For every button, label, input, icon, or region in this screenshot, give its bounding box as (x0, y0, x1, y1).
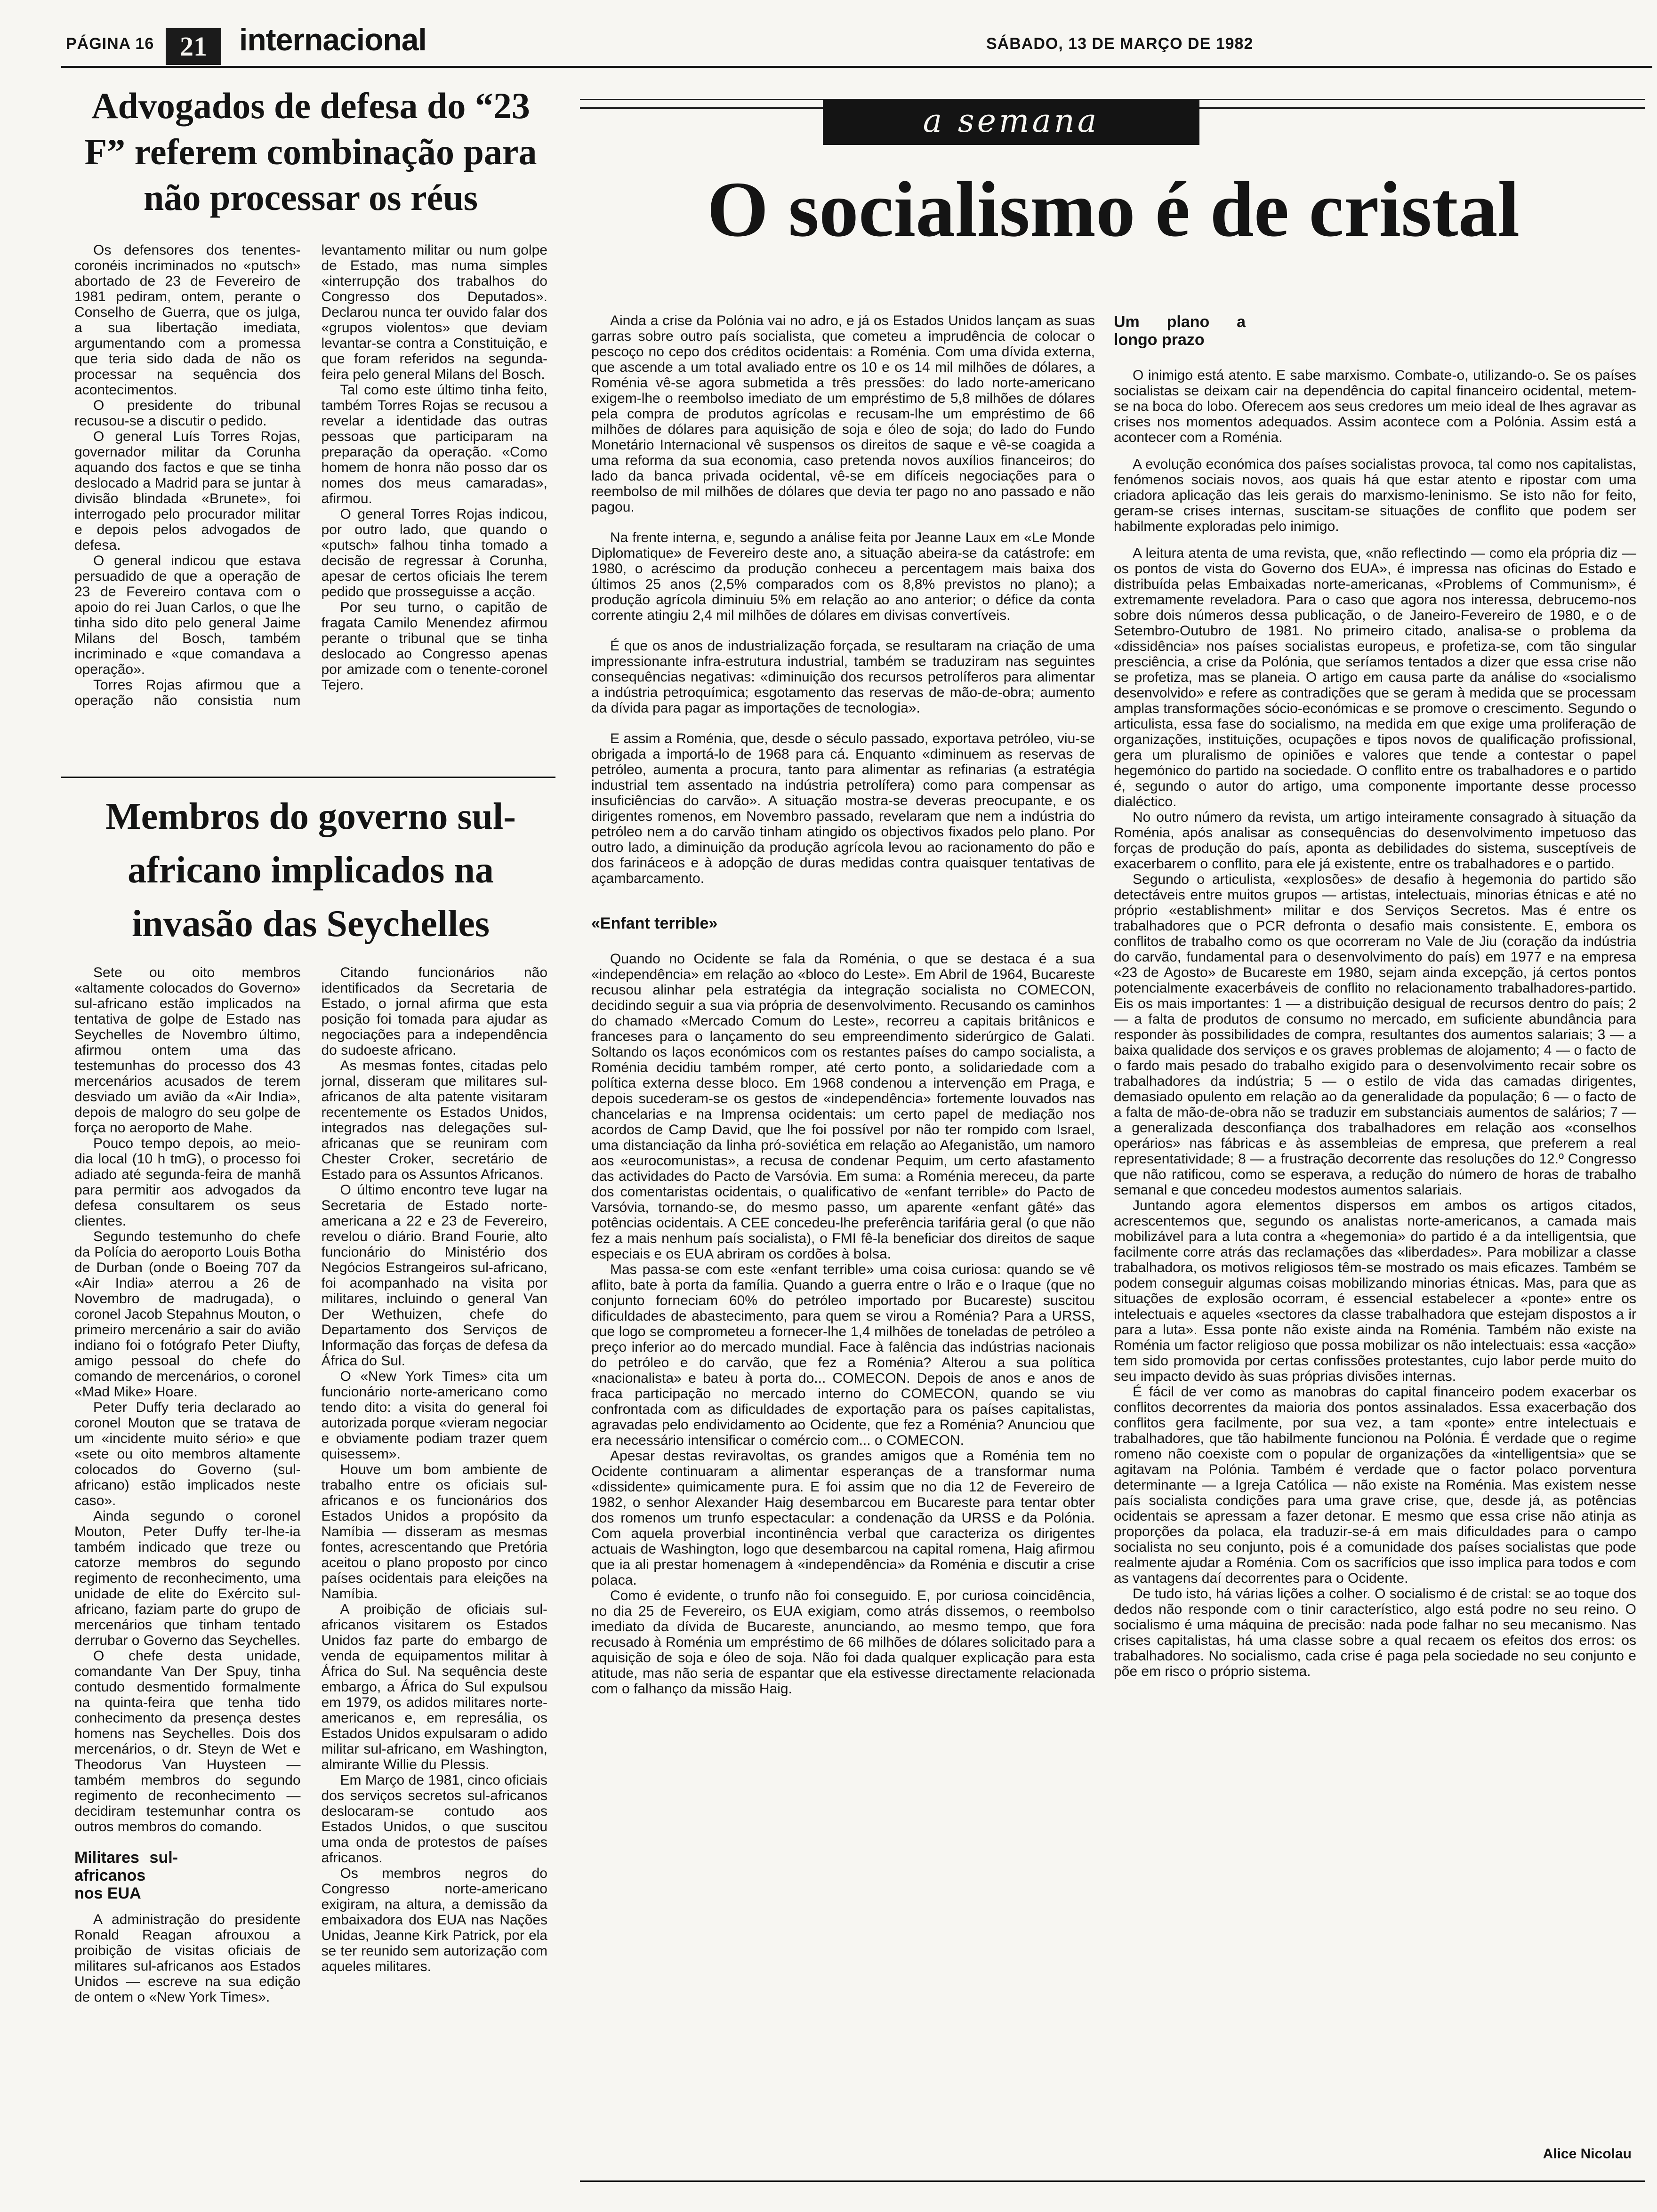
article1-paragraph: O general Luís Torres Rojas, governador militar da Corunha aquando dos factos e que se tinha deslocado a Madrid para se juntar à divisão blindada «Brunete», foi interrogado pelo procurador militar e depois pelos advogados de defesa. (74, 429, 301, 553)
article2-paragraph: Em Março de 1981, cinco oficiais dos serviços secretos sul-africanos deslocaram-se contudo aos Estados Unidos, o que suscitou uma onda de protestos de países africanos. (321, 1772, 547, 1866)
spacer (1114, 349, 1636, 368)
article1-paragraph: O general indicou que estava persuadido de que a operação de 23 de Fevereiro contava com o apoio do rei Juan Carlos, o que lhe tinha sido dito pelo general Jaime Milans del Bosch, também incriminado e «que comandava a operação». (74, 553, 301, 677)
article2-paragraph: Segundo testemunho do chefe da Polícia do aeroporto Louis Botha de Durban (onde o Boeing 707 da «Air India» aterrou a 26 de Novembro de madrugada), o coronel Jacob Stepahnus Mouton, o primeiro mercenário a sair do avião indiano foi o fotógrafo Peter Diufty, amigo pessoal do chefe do comando de mercenários, o coronel «Mad Mike» Hoare. (74, 1229, 301, 1400)
article2-paragraph: A proibição de oficiais sul-africanos visitarem os Estados Unidos faz parte do embargo de venda de equipamentos militar à África do Sul. Na sequência deste embargo, a África do Sul expulsou em 1979, os adidos militares norte-americanos e, em represália, os Estados Unidos expulsaram o adido militar sul-africano, em Washington, almirante Willie du Plessis. (321, 1602, 547, 1772)
article3-paragraph: E assim a Roménia, que, desde o século passado, exportava petróleo, viu-se obrigada a importá-lo de 1968 para cá. Enquanto «diminuem as reservas de petróleo, aumenta a procura, tanto para alimentar as refinarias (a estratégia industrial tem assentado na indústria petrolífera) como para compensar as insuficiências do carvão». A situação mostra-se deveras preocupante, e os dirigentes romenos, em Novembro passado, revelaram que nem a indústria do petróleo nem a do carvão tinham atingido os objectivos fixados pelo plano. Por outro lado, a diminuição da produção agrícola levou ao racionamento do pão e dos farináceos e à adopção de duras medidas contra quaisquer tentativas de açambarcamento. (591, 731, 1095, 886)
article2-paragraph: Ainda segundo o coronel Mouton, Peter Duffy ter-lhe-ia também indicado que treze ou catorze membros do segundo regimento de reconhecimento, uma unidade de elite do Exército sul-africano, faziam parte do grupo de mercenários que tinham tentado derrubar o Governo das Seychelles. (74, 1508, 301, 1648)
spacer (74, 1835, 301, 1849)
article3-paragraph: Na frente interna, e, segundo a análise feita por Jeanne Laux em «Le Monde Diplomatique» de Fevereiro deste ano, a situação abeira-se da catástrofe: em 1980, o acréscimo da produção conheceu a percentagem mais baixa dos últimos 25 anos (2,5% comparados com os 8,8% previstos no plano); a produção agrícola diminuiu 5% em relação ao ano anterior; o défice da conta corrente atingiu 2,4 mil milhões de dólares em divisas convertíveis. (591, 530, 1095, 623)
article3-column-left (591, 313, 1095, 2163)
spacer (591, 716, 1095, 731)
article3-paragraph: O inimigo está atento. E sabe marxismo. Combate-o, utilizando-o. Se os países socialistas se deixam cair na dependência do capital financeiro ocidental, metem-se na boca do lobo. Oferecem aos seus credores um meio ideal de lhes agravar as crises nos momentos adequados. Assim acontece com a Polónia. Assim está a acontecer com a Roménia. (1114, 368, 1636, 445)
article3-paragraph: É fácil de ver como as manobras do capital financeiro podem exacerbar os conflitos decorrentes da maioria dos pontos assinalados. Essa exacerbação dos conflitos gera facilmente, por sua vez, a tam «ponte» entre intelectuais e trabalhadores, que tão habilmente funcionou na Polónia. É verdade que o regime romeno não coexiste com o popular de organizações da «intelligentsia» que se agitavam na Polónia. Também é verdade que o factor polaco porventura determinante — a Igreja Católica — não existe na Roménia. Mas existem nesse país socialista condições para uma grave crise, que, desde já, as potências ocidentais se apressam a fazer detonar. E mesmo que essa crise não atinja as proporções da polaca, ela traduzir-se-á em mais dificuldades para o campo socialista no seu conjunto, pois é a comunidade dos países socialistas que pode realmente ajudar a Roménia. Com os sacrifícios que isso implica para todos e com as vantagens daí decorrentes para o Ocidente. (1114, 1384, 1636, 1586)
article1-paragraph: O general Torres Rojas indicou, por outro lado, que quando o «putsch» falhou tinha tomado a decisão de regressar à Corunha, apesar de certos oficiais lhe terem pedido que prosseguisse a acção. (321, 506, 547, 600)
article3-subhead-plano: Um plano a longo prazo (1114, 313, 1246, 349)
article2-paragraph: Sete ou oito membros «altamente colocados do Governo» sul-africano estão implicados na tentativa de golpe de Estado nas Seychelles de Novembro último, afirmou ontem uma das testemunhas do processo dos 43 mercenários acusados de terem desviado um avião da «Air India», depois de malogro do seu golpe de força no aeroporto de Mahe. (74, 965, 301, 1136)
spacer (591, 932, 1095, 951)
page-label: PÁGINA 16 (66, 35, 154, 53)
article1-paragraph: Tal como este último tinha feito, também Torres Rojas se recusou a revelar a identidade das outras pessoas que participaram na preparação da operação. «Como homem de honra não posso dar os nomes dos meus camaradas», afirmou. (321, 382, 547, 506)
article1-paragraph: Por seu turno, o capitão de fragata Camilo Menendez afirmou perante o tribunal que se tinha deslocado ao Congresso apenas por amizade com o tenente-coronel Tejero. (321, 600, 547, 693)
article2-paragraph: O chefe desta unidade, comandante Van Der Spuy, tinha contudo desmentido formalmente na quinta-feira que tenha tido conhecimento da presença destes homens nas Seychelles. Dois dos mercenários, o dr. Steyn de Wet e Theodorus Van Huysteen — também membros do segundo regimento de reconhecimento — decidiram testemunhar contra os outros membros do comando. (74, 1648, 301, 1835)
article3-paragraph: Quando no Ocidente se fala da Roménia, o que se destaca é a sua «independência» em relação ao «bloco do Leste». Em Abril de 1964, Bucareste recusou alinhar pela estratégia da integração socialista no COMECON, decidindo seguir a sua via própria de desenvolvimento. Recusando os caminhos do chamado «Mercado Comum do Leste», recorreu a capitais britânicos e franceses para o lançamento do seu empreendimento siderúrgico de Galati. Soltando os laços económicos com os restantes países do campo socialista, a Roménia decidiu também romper, até certo ponto, a solidariedade com a política externa desse bloco. Em 1968 condenou a intervenção em Praga, e depois sucederam-se os gestos de «independência» fortemente louvados nas chancelarias e na Imprensa ocidentais: um certo papel de mediação nos acordos de Camp David, que lhe foi possível por não ter rompido com Israel, uma distanciação da linha pró-soviética em relação ao Afeganistão, um namoro aos «eurocomunistas», a recusa de condenar Pequim, um certo afastamento das actividades do Pacto de Varsóvia. Em suma: a Roménia mereceu, da parte dos comentaristas ocidentais, o qualificativo de «enfant terrible» do Pacto de Varsóvia, tornando-se, do mesmo passo, um aparente «enfant gâté» das potências ocidentais. A CEE concedeu-lhe preferência tarifária geral (o que não fez a mais nenhum país socialista), o FMI fê-la beneficiar dos direitos de saque especiais e os EUA abriram os cordões à bolsa. (591, 951, 1095, 1262)
article3-paragraph: No outro número da revista, um artigo inteiramente consagrado à situação da Roménia, após analisar as consequências do desenvolvimento impetuoso das forças de produção do país, aponta as debilidades do sistema, susceptíveis de exacerbarem o conflito, para ele já existente, entre os trabalhadores e o partido. (1114, 809, 1636, 872)
spacer (591, 886, 1095, 914)
article1-paragraph: Os defensores dos tenentes-coronéis incriminados no «putsch» abortado de 23 de Fevereiro de 1981 pediram, ontem, perante o Conselho de Guerra, que os julga, a sua libertação imediata, argumentando com a promessa que teria sido dada de não os processar na sequência dos acontecimentos. (74, 242, 301, 398)
page-date: SÁBADO, 13 DE MARÇO DE 1982 (986, 35, 1254, 53)
article3-paragraph: A leitura atenta de uma revista, que, «não reflectindo — como ela própria diz — os pontos de vista do Governo dos EUA», é impressa nas oficinas do Estado e distribuída pelas Embaixadas norte-americanas, «Problems of Communism», é extremamente reveladora. Para o caso que agora nos interessa, debrucemo-nos sobre dois números dessa publicação, o de Janeiro-Fevereiro de 1980, e o de Setembro-Outubro de 1981. No primeiro citado, analisa-se o problema da «dissidência» nos países socialistas europeus, e profetiza-se, com tão singular presciência, a crise da Polónia, que seríamos tentados a dizer que essa crise não se profetiza, mas se planeia. O artigo em causa parte da análise do «socialismo desenvolvido» e refere as contradições que se geram à medida que se processam amplas transformações sócio-económicas e se promove o crescimento. Segundo o articulista, essa fase do socialismo, na medida em que exige uma proliferação de organizações, instituições, ocupações e tipos novos de qualificação profissional, gera um pluralismo de opiniões e valores que tende a contestar o papel hegemónico do partido na sociedade. O conflito entre os trabalhadores e o partido é, segundo o autor do artigo, uma componente importante desse processo dialéctico. (1114, 545, 1636, 809)
page-number-box: 21 (166, 28, 221, 65)
section-name: internacional (239, 22, 426, 57)
article3-headline: O socialismo é de cristal (707, 166, 1520, 253)
article2-subhead: Militares sul-africanos nos EUA (74, 1849, 178, 1902)
article2-paragraph: O «New York Times» cita um funcionário norte-americano como tendo dito: a visita do general foi autorizada porque «vieram negociar e obviamente podiam trazer quem quisessem». (321, 1369, 547, 1462)
article3-paragraph: Apesar destas reviravoltas, os grandes amigos que a Roménia tem no Ocidente continuaram a alimentar esperanças de a transformar numa «dissidente» quimicamente pura. E foi assim que no dia 12 de Fevereiro de 1982, o senhor Alexander Haig desembarcou em Bucareste para tentar obter dos romenos um trunfo espectacular: a condenação da URSS e da Polónia. Com aquela proverbial incontinência verbal que caracteriza os dirigentes actuais de Washington, logo que desembarcou na capital romena, Haig afirmou que ia ali prestar homenagem à «independência» da Roménia e discutir a crise polaca. (591, 1448, 1095, 1588)
article2-paragraph: Os membros negros do Congresso norte-americano exigiram, na altura, a demissão da embaixadora dos EUA nas Nações Unidas, Jeanne Kirk Patrick, por ela se ter reunido sem autorização com aqueles militares. (321, 1866, 547, 1974)
article3-column-right (1114, 313, 1636, 2144)
article3-paragraph: Como é evidente, o trunfo não foi conseguido. E, por curiosa coincidência, no dia 25 de Fevereiro, os EUA exigiam, como atrás dissemos, o reembolso imediato da dívida de Bucareste, anunciando, ao mesmo tempo, que fora recusado à Roménia um empréstimo de 66 milhões de dólares solicitado para a aquisição de soja e óleo de soja. Não foi dada qualquer explicação para esta atitude, mas não seria de espantar que ela estivesse directamente relacionada com o falhanço da missão Haig. (591, 1588, 1095, 1697)
article1-paragraph: Torres Rojas afirmou que a operação não consistia num levantamento militar ou num golpe de Estado, mas numa simples «interrupção dos trabalhos do Congresso dos Deputados». Declarou nunca ter ouvido falar dos «grupos violentos» que deviam levantar-se contra a Constituição, e que foram referidos na segunda-feira pelo general Milans del Bosch. (74, 242, 547, 708)
article2-headline: Membros do governo sul-africano implicados na invasão das Seychelles (105, 796, 516, 945)
spacer (1114, 445, 1636, 457)
article3-subhead-enfant: «Enfant terrible» (591, 914, 718, 932)
article3-paragraph: É que os anos de industrialização forçada, se resultaram na criação de uma impressionante infra-estrutura industrial, também se traduziram nas seguintes consequências negativas: «diminuição dos recursos petrolíferos para alimentar a indústria petroquímica; esgotamento das reservas de mão-de-obra; aumento da dívida para pagar as importações de tecnologia». (591, 638, 1095, 716)
spacer (591, 515, 1095, 530)
article2-paragraph: Peter Duffy teria declarado ao coronel Mouton que se tratava de um «incidente muito sério» e que «sete ou oito membros altamente colocados do Governo (sul-africano) estão implicados neste caso». (74, 1400, 301, 1508)
article3-signature: Alice Nicolau (1543, 2146, 1632, 2162)
kicker-text: a semana (923, 103, 1100, 140)
article3-paragraph: De tudo isto, há várias lições a colher. O socialismo é de cristal: se ao toque dos dedos não responde com o tinir característico, algo está podre no seu reino. O socialismo é uma máquina de precisão: nada pode falhar no seu mecanismo. Nas crises capitalistas, há uma classe sobre a qual recaem os efeitos dos erros: os trabalhadores. No socialismo, cada crise é paga pela sociedade no seu conjunto e põe em risco o próprio sistema. (1114, 1586, 1636, 1679)
spacer (1114, 534, 1636, 545)
article3-paragraph: Ainda a crise da Polónia vai no adro, e já os Estados Unidos lançam as suas garras sobre outro país socialista, que cometeu a imprudência de colocar o pescoço no cepo dos créditos ocidentais: a Roménia. Com uma dívida externa, que ascende a um total avaliado entre os 10 e os 14 mil milhões de dólares, a Roménia vê-se agora submetida a três pressões: do lado norte-americano exigem-lhe o reembolso imediato de um empréstimo de 5,8 milhões de dólares pela compra de produtos agrícolas e recusam-lhe um empréstimo de 66 milhões de dólares para aquisição de soja e óleo de soja; do lado do Fundo Monetário Internacional vê suspensos os direitos de saque e vê-se coagida a uma reforma da sua economia, caso pretenda novos auxílios financeiros; do lado da banca privada ocidental, vê-se em difíceis negociações para o reembolso de mil milhões de dólares que devia ter pago no ano passado e não pagou. (591, 313, 1095, 515)
article1-headline: Advogados de defesa do “23 F” referem combinação para não processar os réus (84, 85, 537, 218)
spacer (74, 1902, 301, 1912)
article2-paragraph: Citando funcionários não identificados da Secretaria de Estado, o jornal afirma que esta posição foi tomada para ajudar as negociações para a independência do sudoeste africano. (321, 965, 547, 1058)
article3-paragraph: Segundo o articulista, «explosões» de desafio à hegemonia do partido são detectáveis entre muitos grupos — artistas, intelectuais, minorias étnicas e até no próprio «establishment» militar e dos Serviços Secretos. Mas é entre os trabalhadores que o PCR defronta o desafio mais consistente. E, embora os conflitos de trabalho como os que ocorreram no Vale de Jiu (coração da indústria do carvão, fundamental para o desenvolvimento do país) em 1977 e na empresa «23 de Agosto» de Bucareste em 1980, sejam ainda excepção, já certos pontos potencialmente exacerbáveis de conflito no relacionamento trabalhadores-partido. Eis os mais importantes: 1 — a distribuição desigual de recursos dentro do país; 2 — a falta de produtos de consumo no mercado, em suficiente abundância para responder às possibilidades de compra, resultantes dos aumentos salariais; 3 — a baixa qualidade dos serviços e os graves problemas de alojamento; 4 — o facto de o fardo mais pesado do trabalho exigido para o desenvolvimento recair sobre os trabalhadores da indústria; 5 — o estilo de vida das camadas dirigentes, demasiado opulento em relação ao da generalidade da população; 6 — o facto de a falta de mão-de-obra não se traduzir em substanciais aumentos de salários; 7 — a generalizada desconfiança dos trabalhadores em relação aos «conselhos operários» nas fábricas e às assembleias de empresa, que preferem a real representatividade; 8 — a frustração decorrente das resoluções do 12.º Congresso que não ratificou, como se esperava, a redução do número de horas de trabalho semanal e que concedeu modestos aumentos salariais. (1114, 872, 1636, 1198)
article2-paragraph: O último encontro teve lugar na Secretaria de Estado norte-americana a 22 e 23 de Fevereiro, revelou o diário. Brand Fourie, alto funcionário do Ministério dos Negócios Estrangeiros sul-africano, foi acompanhado na visita por militares, incluindo o general Van Der Wethuizen, chefe do Departamento dos Serviços de Informação das forças de defesa da África do Sul. (321, 1182, 547, 1369)
header-rule (61, 66, 1652, 68)
spacer (591, 623, 1095, 638)
article3-paragraph: A evolução económica dos países socialistas provoca, tal como nos capitalistas, fenómenos sociais novos, aos quais há que estar atento e ripostar com uma criadora aplicação das leis gerais do marxismo-leninismo. Se isto não for feito, geram-se crises internas, suscitam-se situações de conflito que podem ser habilmente exploradas pelo inimigo. (1114, 457, 1636, 534)
article1-body (74, 242, 547, 762)
article2-paragraph: Pouco tempo depois, ao meio-dia local (10 h tmG), o processo foi adiado até segunda-feira de manhã para permitir aos advogados da defesa consultarem os seus clientes. (74, 1136, 301, 1229)
article3-paragraph: Mas passa-se com este «enfant terrible» uma coisa curiosa: quando se vê aflito, bate à porta da família. Quando a guerra entre o Irão e o Iraque (que no conjunto forneciam 60% do petróleo importado por Bucareste) suscitou dificuldades de abastecimento, para quem se virou a Roménia? Para a URSS, que logo se comprometeu a fornecer-lhe 1,4 milhões de toneladas de petróleo a preço inferior ao do mercado mundial. Face à falência das indústrias nacionais do petróleo e do carvão, que fez a Roménia? Alterou a sua política «nacionalista» e bateu à porta do... COMECON. Depois de anos e anos de fraca participação no mercado interno do COMECON, quando se viu confrontada com as dificuldades de exportação para os países capitalistas, agravadas pelo endividamento ao Ocidente, que fez a Roménia? Anunciou que era necessário intensificar o comércio com... o COMECON. (591, 1262, 1095, 1448)
article2-paragraph: Houve um bom ambiente de trabalho entre os oficiais sul-africanos e os funcionários dos Estados Unidos a propósito da Namíbia — disseram as mesmas fontes, acrescentando que Pretória aceitou o plano proposto por cinco países ocidentais para eleições na Namíbia. (321, 1462, 547, 1602)
article1-paragraph: O presidente do tribunal recusou-se a discutir o pedido. (74, 398, 301, 429)
article3-paragraph: Juntando agora elementos dispersos em ambos os artigos citados, acrescentemos que, segundo os analistas norte-americanos, a camada mais mobilizável para a luta contra a «hegemonia» do partido é a da intelligentsia, que facilmente corre atrás das reclamações das «liberdades». Para mobilizar a classe trabalhadora, os motivos religiosos têm-se mostrado os mais eficazes. Também se podem conseguir algumas coisas mobilizando minorias étnicas. Mas, para que as situações de explosão ocorram, é essencial estabelecer a «ponte» entre os intelectuais e aqueles «sectores da classe trabalhadora que estejam dispostos a ir para a luta». Essa ponte não existe ainda na Roménia. Também não existe na Roménia um factor religioso que possa mobilizar os não intelectuais: essa «acção» tem sido promovida por certas confissões protestantes, cujo labor perde muito do seu impacto devido às suas próprias divisões internas. (1114, 1198, 1636, 1384)
article2-paragraph: As mesmas fontes, citadas pelo jornal, disseram que militares sul-africanos de alta patente visitaram recentemente os Estados Unidos, integrados nas delegações sul-africanas que se reuniram com Chester Croker, secretário de Estado para os Assuntos Africanos. (321, 1058, 547, 1182)
article2-paragraph: A administração do presidente Ronald Reagan afrouxou a proibição de visitas oficiais de militares sul-africanos aos Estados Unidos — escreve na sua edição de ontem o «New York Times». (74, 1912, 301, 2005)
kicker-banner (823, 100, 1199, 145)
article-separator (61, 777, 555, 778)
article2-body (74, 965, 547, 2170)
